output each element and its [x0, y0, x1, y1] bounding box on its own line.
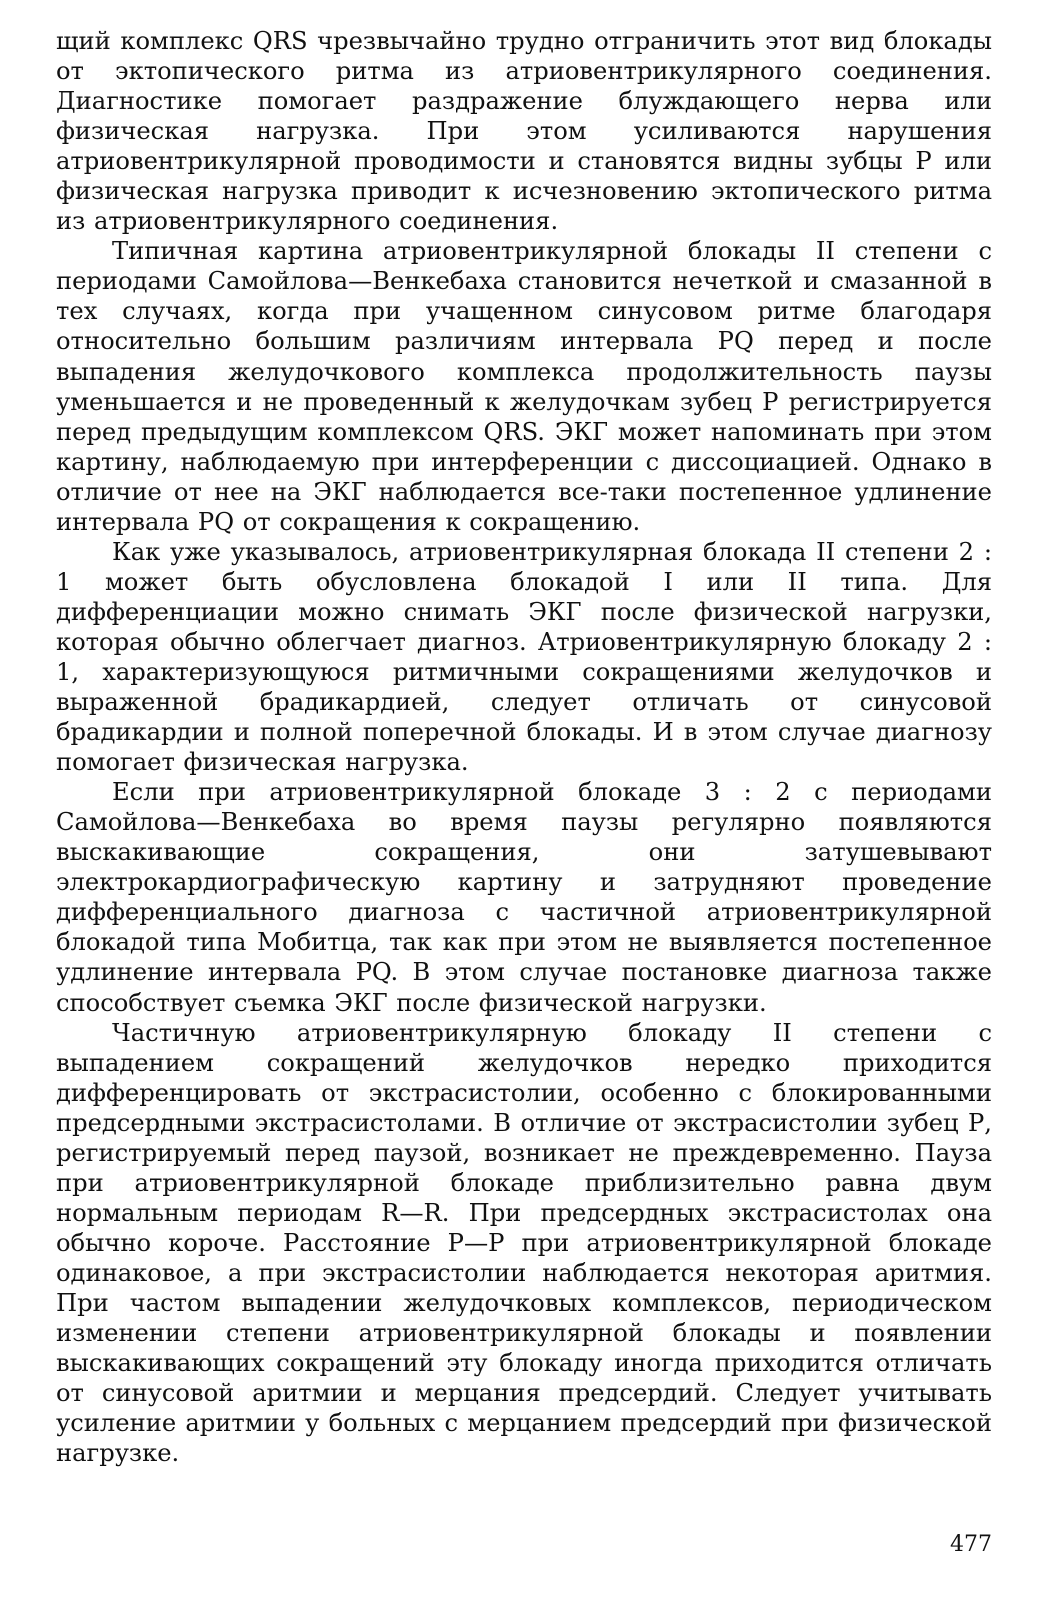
- paragraph-5: Частичную атриовентрикулярную блокаду II степени с выпадением сокращений желудочков нередко приходится дифференцировать от экстрасистолии, особенно с блокированными предсердными экстрасистолами. В отличие от экстрасистолии зубец Р, регистрируемый перед паузой, возникает не преждевременно. Пауза при атриовентрикулярной блокаде приблизительно равна двум нормальным периодам R—R. При предсердных экстрасистолах она обычно короче. Расстояние Р—Р при атриовентрикулярной блокаде одинаковое, а при экстрасистолии наблюдается некоторая аритмия. При частом выпадении желудочковых комплексов, периодическом изменении степени атриовентрикулярной блокады и появлении выскакивающих сокращений эту блокаду иногда приходится отличать от синусовой аритмии и мерцания предсердий. Следует учитывать усиление аритмии у больных с мерцанием предсердий при физической нагрузке.: [56, 1018, 992, 1468]
- paragraph-1: щий комплекс QRS чрезвычайно трудно отграничить этот вид блокады от эктопического ритма из атриовентрикулярного соединения. Диагностике помогает раздражение блуждающего нерва или физическая нагрузка. При этом усиливаются нарушения атриовентрикулярной проводимости и становятся видны зубцы Р или физическая нагрузка приводит к исчезновению эктопического ритма из атриовентрикулярного соединения.: [56, 27, 992, 236]
- paragraph-4: Если при атриовентрикулярной блокаде 3 : 2 с периодами Самойлова—Венкебаха во время паузы регулярно появляются выскакивающие сокращения, они затушевывают электрокардиографическую картину и затрудняют проведение дифференциального диагноза с частичной атриовентрикулярной блокадой типа Мобитца, так как при этом не выявляется постепенное удлинение интервала PQ. В этом случае постановке диагноза также способствует съемка ЭКГ после физической нагрузки.: [56, 778, 992, 1017]
- paragraph-2: Типичная картина атриовентрикулярной блокады II степени с периодами Самойлова—Венкебаха становится нечеткой и смазанной в тех случаях, когда при учащенном синусовом ритме благодаря относительно большим различиям интервала PQ перед и после выпадения желудочкового комплекса продолжительность паузы уменьшается и не проведенный к желудочкам зубец Р регистрируется перед предыдущим комплексом QRS. ЭКГ может напоминать при этом картину, наблюдаемую при интерференции с диссоциацией. Однако в отличие от нее на ЭКГ наблюдается все-таки постепенное удлинение интервала PQ от сокращения к сокращению.: [56, 237, 992, 536]
- page-number: 477: [950, 1532, 992, 1557]
- paragraph-3: Как уже указывалось, атриовентрикулярная блокада II степени 2 : 1 может быть обусловлена блокадой I или II типа. Для дифференциации можно снимать ЭКГ после физической нагрузки, которая обычно облегчает диагноз. Атриовентрикулярную блокаду 2 : 1, характеризующуюся ритмичными сокращениями желудочков и выраженной брадикардией, следует отличать от синусовой брадикардии и полной поперечной блокады. И в этом случае диагнозу помогает физическая нагрузка.: [56, 537, 992, 777]
- page-body: [56, 26, 992, 1468]
